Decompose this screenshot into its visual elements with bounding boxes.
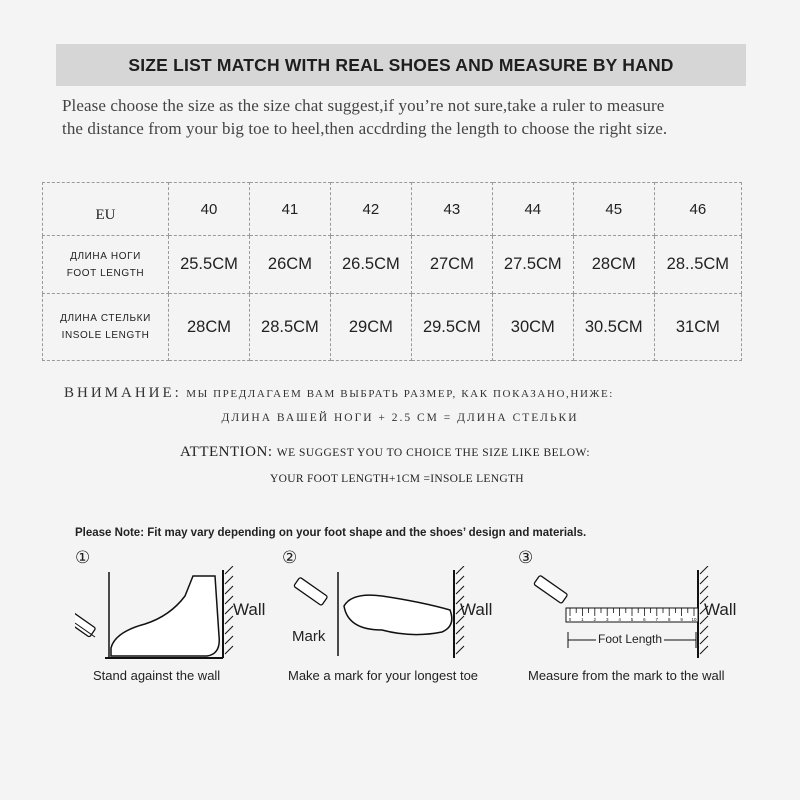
fit-note: Please Note: Fit may vary depending on your foot shape and the shoes’ design and materials. [75, 527, 587, 539]
pencil-icon [534, 575, 568, 604]
size-table [42, 182, 742, 361]
insole-length-cell: 28CM [169, 294, 250, 361]
step-2-illustration [282, 566, 532, 676]
ruler-tick-label: 7 [655, 617, 659, 622]
intro-line-1: Please choose the size as the size chat suggest,if you’re not sure,take a ruler to measure [62, 96, 665, 115]
ruler-tick-label: 9 [680, 617, 683, 622]
ruler-tick-label: 2 [593, 617, 597, 622]
step-3-number: ③ [518, 548, 534, 568]
step-3-ruler-label: Foot Length [598, 632, 663, 646]
insole-length-cell: 29CM [330, 294, 411, 361]
attention-en-heading: ATTENTION: [180, 444, 273, 460]
ruler-tick-label: 1 [581, 617, 584, 622]
insole-length-cell: 31CM [654, 294, 741, 361]
ruler-tick-label: 6 [643, 617, 646, 622]
ruler-tick-label: 8 [667, 617, 671, 622]
table-row-insole-length [43, 294, 742, 361]
size-cell: 45 [573, 183, 654, 236]
size-cell: 43 [411, 183, 492, 236]
foot-length-label-en: FOOT LENGTH [66, 267, 145, 279]
attention-ru-formula: ДЛИНА ВАШЕЙ НОГИ + 2.5 CM = ДЛИНА СТЕЛЬКИ [221, 412, 579, 424]
step-1-wall-label: Wall [233, 600, 266, 619]
foot-length-cell: 28CM [573, 236, 654, 294]
step-1-number: ① [75, 548, 91, 568]
step-3-wall-label: Wall [704, 600, 737, 619]
insole-length-label [43, 294, 169, 361]
size-cell: 41 [249, 183, 330, 236]
table-row-eu [43, 183, 742, 236]
foot-length-label-ru: ДЛИНА НОГИ [70, 250, 141, 262]
foot-length-cell: 28..5CM [654, 236, 741, 294]
step-1-caption: Stand against the wall [93, 668, 221, 683]
ruler [566, 608, 698, 622]
step-2-wall-label: Wall [460, 600, 493, 619]
step-2-caption: Make a mark for your longest toe [288, 668, 479, 683]
step-3-illustration [518, 566, 768, 676]
step-3 [518, 548, 768, 698]
insole-length-cell: 28.5CM [249, 294, 330, 361]
size-cell: 42 [330, 183, 411, 236]
insole-length-label-ru: ДЛИНА СТЕЛЬКИ [60, 313, 151, 324]
insole-length-cell: 30.5CM [573, 294, 654, 361]
ruler-tick-label: 3 [605, 617, 609, 622]
foot-length-cell: 27CM [411, 236, 492, 294]
banner-title: SIZE LIST MATCH WITH REAL SHOES AND MEASURE BY HAND [128, 54, 674, 75]
eu-label: EU [43, 183, 169, 236]
foot-length-cell: 26CM [249, 236, 330, 294]
header-banner [56, 44, 746, 86]
attention-ru-line [64, 385, 744, 402]
size-cell: 46 [654, 183, 741, 236]
attention-ru-text: МЫ ПРЕДЛАГАЕМ ВАМ ВЫБРАТЬ РАЗМЕР, КАК ПОКАЗАНО,НИЖЕ: [186, 388, 614, 400]
step-2-mark-label: Mark [292, 628, 326, 645]
insole-length-cell: 29.5CM [411, 294, 492, 361]
pencil-icon [294, 577, 328, 606]
insole-length-label-en: INSOLE LENGTH [61, 330, 150, 341]
size-cell: 44 [492, 183, 573, 236]
intro-line-2: the distance from your big toe to heel,then accdrding the length to choose the right size. [62, 119, 668, 138]
attention-ru-heading: ВНИМАНИЕ: [64, 385, 182, 401]
step-3-caption: Measure from the mark to the wall [528, 668, 725, 683]
ruler-tick-label: 5 [630, 617, 634, 622]
foot-length-cell: 27.5CM [492, 236, 573, 294]
attention-en-line [180, 444, 780, 461]
step-2 [282, 548, 532, 698]
attention-en-formula: YOUR FOOT LENGTH+1CM =INSOLE LENGTH [270, 473, 524, 485]
intro-text [62, 94, 762, 140]
ruler-tick-label: 10 [691, 617, 697, 622]
pencil-icon [75, 610, 96, 637]
attention-en-text: WE SUGGEST YOU TO CHOICE THE SIZE LIKE BELOW: [276, 447, 591, 459]
foot-length-label [43, 236, 169, 294]
ruler-tick-label: 4 [618, 617, 621, 622]
step-2-number: ② [282, 548, 298, 568]
foot-length-cell: 26.5CM [330, 236, 411, 294]
ruler-tick-label: 0 [568, 617, 572, 622]
size-cell: 40 [169, 183, 250, 236]
foot-length-cell: 25.5CM [169, 236, 250, 294]
table-row-foot-length [43, 236, 742, 294]
insole-length-cell: 30CM [492, 294, 573, 361]
